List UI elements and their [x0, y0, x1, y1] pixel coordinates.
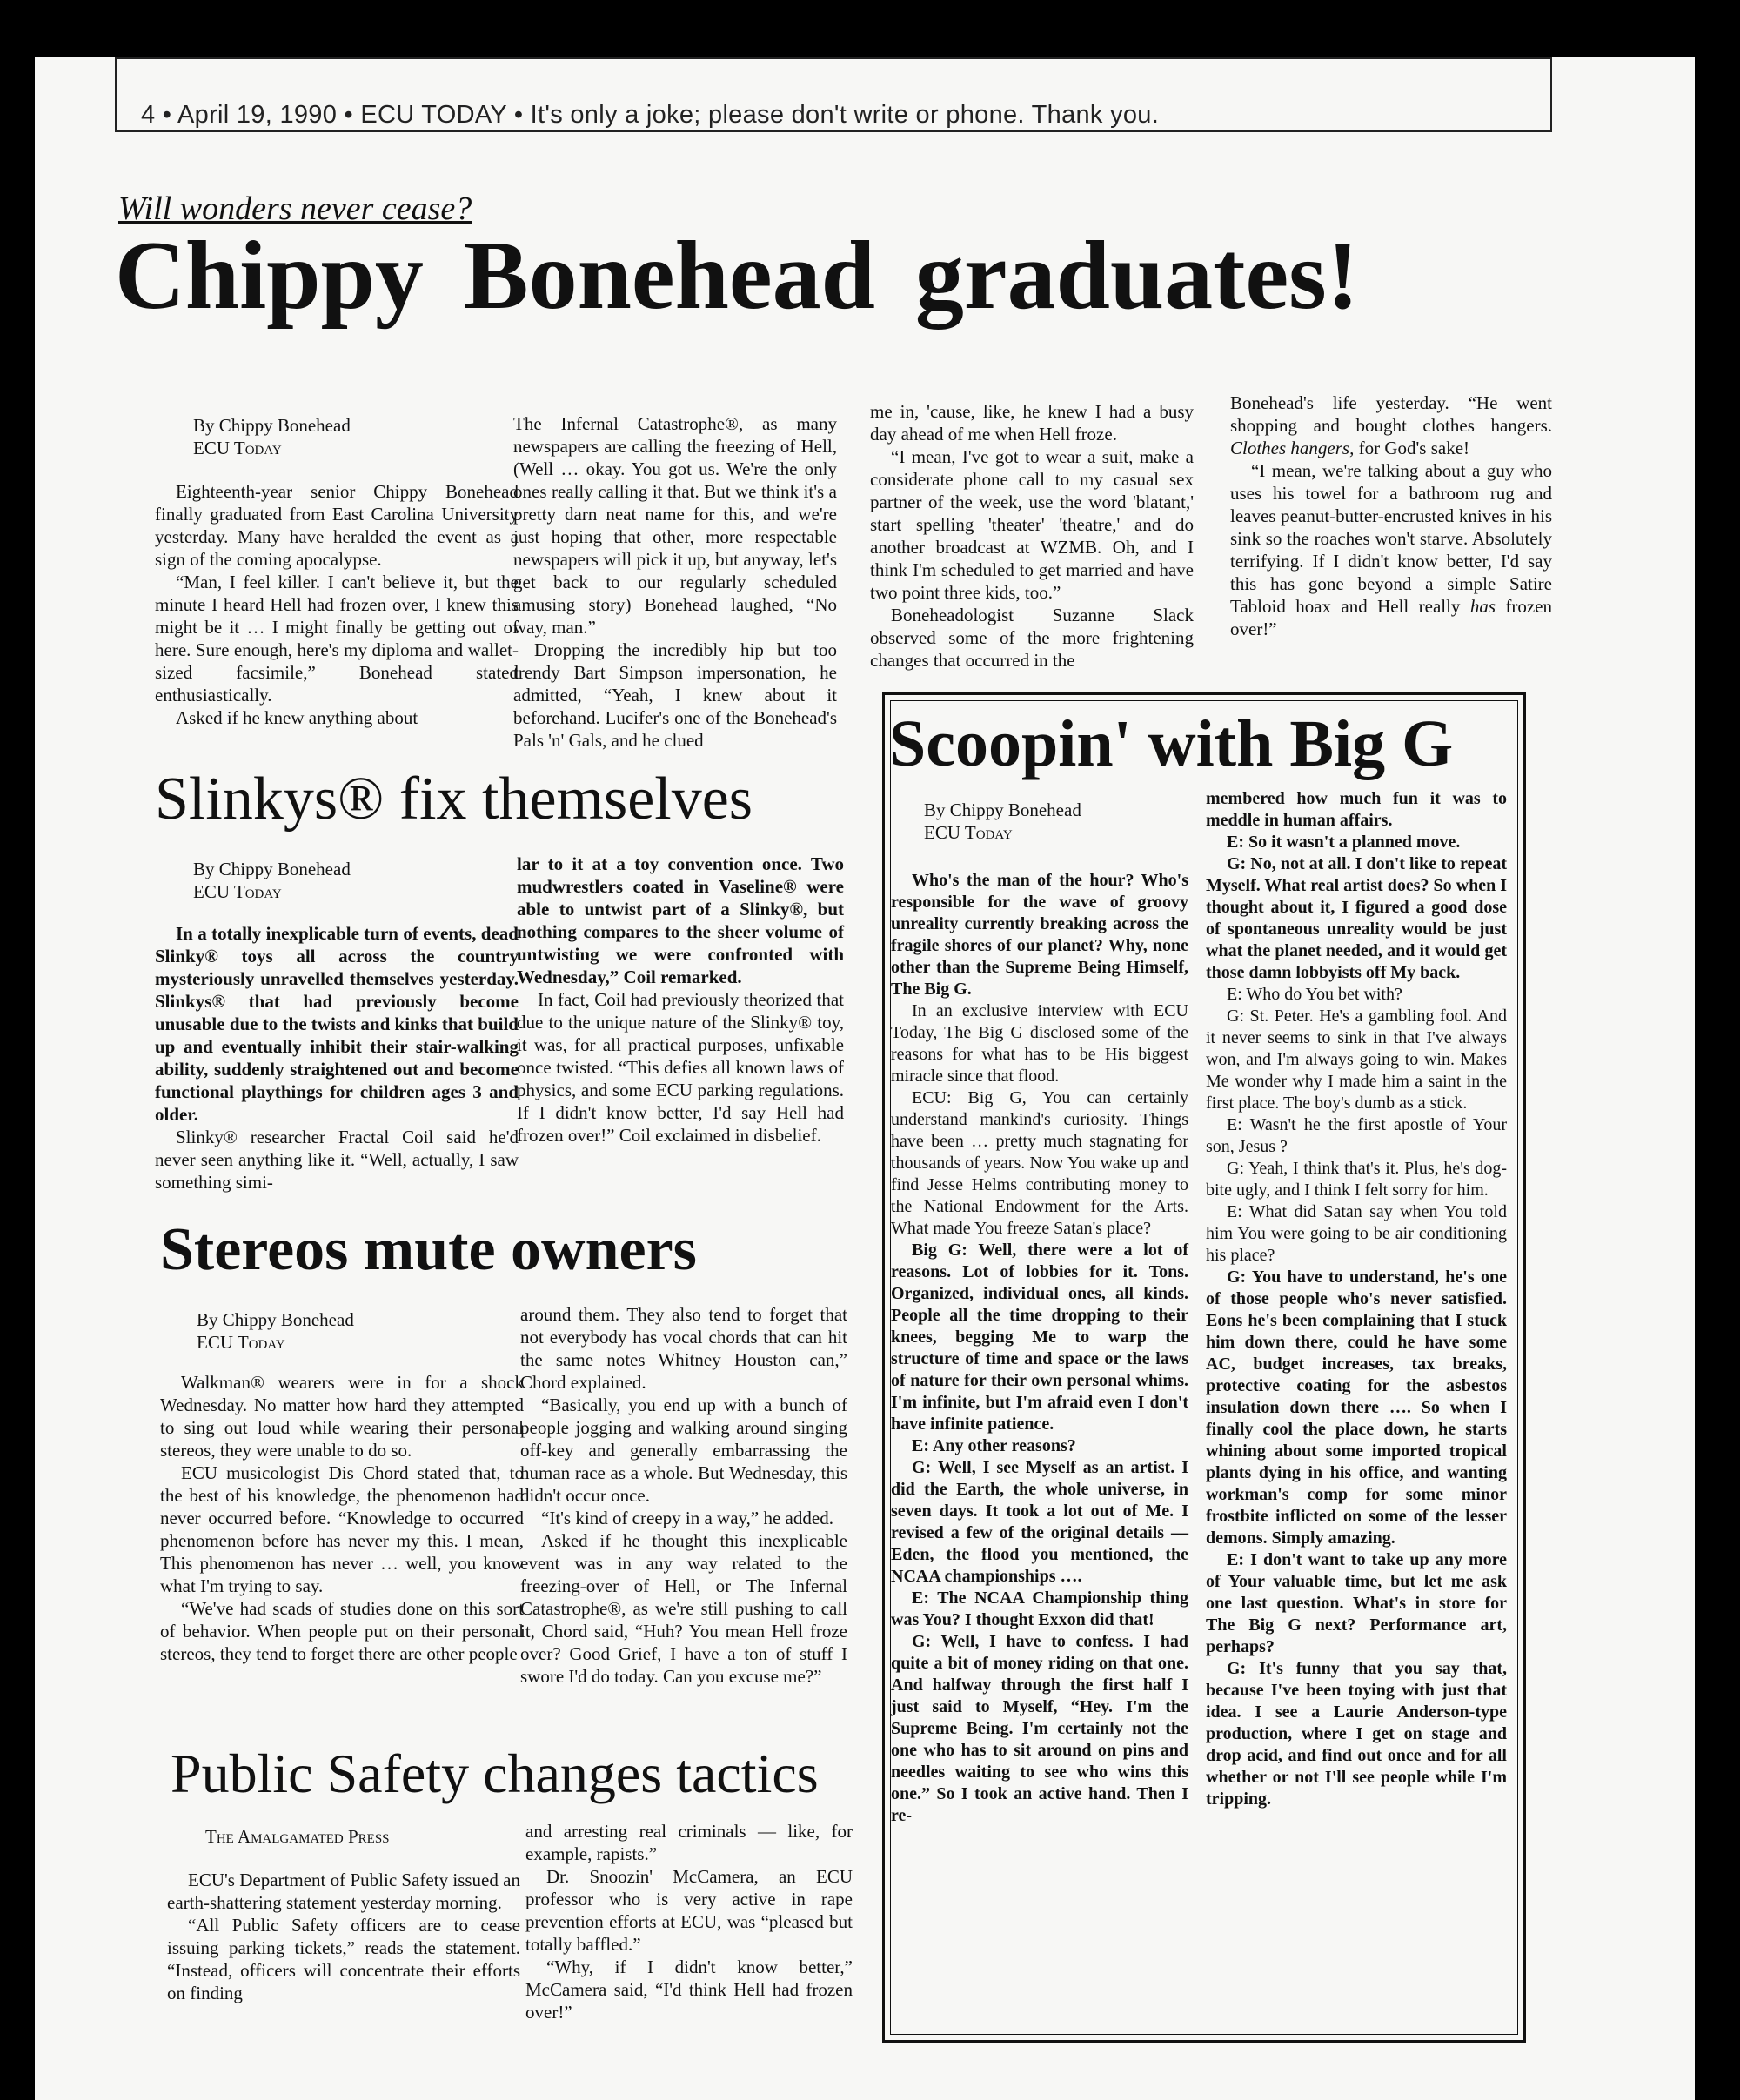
- paragraph: Big G: Well, there were a lot of reasons. Lot of lobbies for it. Tons. Organized, individual ones, all kinds. People all the time dropping to their knees, begging Me to warp the structure of time and space or the laws of nature for their own personal whims. I'm infinite, but I'm afraid even I don't have infinite patience.: [891, 1241, 1188, 1434]
- paragraph: G: You have to understand, he's one of those people who's never satisfied. Eons he's been complaining that I stuck him down there, could he have some AC, budget increases, tax breaks, protective coating for the asbestos insulation down there …. So when I finally cool the place down, he starts whining about some imported tropical plants dying in his office, and wanting workman's comp for some minor frostbite inflicted on some of the lesser demons. Simply amazing.: [1206, 1267, 1507, 1548]
- paragraph: E: So it wasn't a planned move.: [1227, 833, 1461, 852]
- text-run: Bonehead's life yesterday. “He went shopping and bought clothes hangers.: [1230, 392, 1552, 436]
- byline-paper: ECU Today: [197, 1332, 285, 1353]
- paragraph: Asked if he knew anything about: [176, 707, 418, 728]
- paragraph: Eighteenth-year senior Chippy Bonehead finally graduated from East Carolina University yesterday. Many have heralded the event as a sign of the coming apocalypse.: [155, 481, 519, 570]
- paragraph: around them. They also tend to forget that not everybody has vocal chords that can hit the same notes Whitney Houston can,” Chord explained.: [520, 1304, 847, 1393]
- big-g-col1: [891, 870, 1188, 1827]
- italic-run: has: [1469, 596, 1496, 617]
- paragraph: E: Any other reasons?: [912, 1436, 1076, 1455]
- byline-paper: ECU Today: [193, 881, 282, 902]
- byline-big-g: [924, 799, 1081, 844]
- paragraph: “Basically, you end up with a bunch of people jogging and walking around singing off-key and generally embarrassing the human race as a whole. But Wednesday, this didn't occur once.: [520, 1394, 847, 1506]
- byline-name: By Chippy Bonehead: [193, 415, 351, 436]
- stereos-col2: [520, 1303, 847, 1688]
- paragraph: E: What did Satan say when You told him You were going to be air conditioning his place?: [1206, 1202, 1507, 1265]
- italic-run: Clothes hangers,: [1230, 438, 1355, 458]
- paragraph: “Why, if I didn't know better,” McCamera said, “I'd think Hell had frozen over!”: [525, 1956, 853, 2023]
- paragraph: ECU: Big G, You can certainly understand mankind's curiosity. Things have been … pretty much stagnating for thousands of years. Now You wake up and find Jesse Helms contributing money to the National Endowment for the Arts. What made You freeze Satan's place?: [891, 1088, 1188, 1238]
- paragraph: G: No, not at all. I don't like to repeat Myself. What real artist does? So when I thought about it, I figured a good dose of spontaneous unreality would be just what the planet needed, and it would get those damn lobbyists off My back.: [1206, 854, 1507, 982]
- paragraph: and arresting real criminals — like, for example, rapists.”: [525, 1821, 853, 1864]
- paragraph: “We've had scads of studies done on this sort of behavior. When people put on their personal stereos, they tend to forget there are other people: [160, 1598, 524, 1664]
- paragraph: Asked if he thought this inexplicable event was in any way related to the freezing-over of Hell, or The Infernal Catastrophe®, as we're still pushing to call it, Chord said, “Huh? You mean Hell froze over? Good Grief, I have a ton of stuff I swore I'd do today. Can you excuse me?”: [520, 1530, 847, 1687]
- paragraph: G: St. Peter. He's a gambling fool. And it never seems to sink in that I've always won, and I'm always going to win. Makes Me wonder why I made him a saint in the first place. The boy's dumb as a stick.: [1206, 1007, 1507, 1113]
- paragraph: In a totally inexplicable turn of events, dead Slinky® toys all across the country mysteriously unravelled themselves yesterday. Slinkys® that had previously become unusable due to the twists and kinks that build up and eventually inhibit their stair-walking ability, suddenly straightened out and become functional playthings for children ages 3 and older.: [155, 923, 519, 1125]
- graduates-col2: [513, 412, 837, 752]
- paragraph: ECU musicologist Dis Chord stated that, to the best of his knowledge, the phenomenon had never occurred before. “Knowledge to occurred phenomenon before has never my this. I mean, This phenomenon has never … well, you know what I'm trying to say.: [160, 1462, 524, 1596]
- text-run: for God's sake!: [1354, 438, 1470, 458]
- byline-name: By Chippy Bonehead: [197, 1309, 354, 1330]
- paragraph: G: Well, I have to confess. I had quite a bit of money riding on that one. And halfway through the first half I just said to Myself, “Hey. I'm the Supreme Being. I'm certainly not the one who has to sit around on pins and needles waiting to see who wins this one.” So I took an active hand. Then I re-: [891, 1632, 1188, 1825]
- paragraph: membered how much fun it was to meddle in human affairs.: [1206, 789, 1507, 830]
- slinkys-col2: [517, 853, 844, 1147]
- byline-slinkys: [193, 858, 351, 903]
- safety-headline: Public Safety changes tactics: [171, 1742, 819, 1804]
- graduates-col3: [870, 400, 1194, 672]
- paragraph: G: It's funny that you say that, because I've been toying with just that idea. I see a Laurie Anderson-type production, where I get on stage and drop acid, and find out once and for all whether or not I'll see people while I'm tripping.: [1206, 1659, 1507, 1809]
- byline-paper: ECU Today: [193, 438, 282, 458]
- paragraph: E: The NCAA Championship thing was You? I thought Exxon did that!: [891, 1588, 1188, 1629]
- main-headline: Chippy Bonehead graduates!: [115, 222, 1360, 330]
- paragraph: Boneheadologist Suzanne Slack observed some of the more frightening changes that occurred in the: [870, 605, 1194, 671]
- graduates-col1: [155, 480, 519, 729]
- paragraph: Slinky® researcher Fractal Coil said he'd never seen anything like it. “Well, actually, I saw something simi-: [155, 1127, 519, 1193]
- paragraph: E: Who do You bet with?: [1227, 985, 1402, 1004]
- stereos-col1: [160, 1371, 524, 1665]
- folio-bar: [115, 57, 1552, 132]
- paragraph: “Man, I feel killer. I can't believe it, but the minute I heard Hell had frozen over, I knew this might be it … I might finally be getting out of here. Sure enough, here's my diploma and wallet-sized facsimile,” Bonehead stated enthusiastically.: [155, 572, 519, 706]
- stereos-headline: Stereos mute owners: [160, 1216, 697, 1283]
- big-g-headline: Scoopin' with Big G: [889, 707, 1454, 780]
- paragraph: E: I don't want to take up any more of Your valuable time, but let me ask one last question. What's in store for The Big G next? Performance art, perhaps?: [1206, 1550, 1507, 1656]
- text-run: “I mean, we're talking about a guy who uses his towel for a bathroom rug and leaves peanut-butter-encrusted knives in his sink so the roaches won't starve. Absolutely terrifying. If I didn't know better, I'd say this has gone beyond a simple Satire Tabloid hoax and Hell really: [1230, 460, 1552, 617]
- byline-safety: The Amalgamated Press: [205, 1826, 390, 1847]
- byline-paper: ECU Today: [924, 822, 1013, 843]
- paragraph: ECU's Department of Public Safety issued an earth-shattering statement yesterday morning.: [167, 1869, 520, 1913]
- paragraph: In fact, Coil had previously theorized that due to the unique nature of the Slinky® toy, it was, for all practical purposes, unfixable once twisted. “This defies all known laws of physics, and some ECU parking regulations. If I didn't know better, I'd say Hell had frozen over!” Coil exclaimed in disbelief.: [517, 989, 844, 1146]
- safety-col1: [167, 1869, 520, 2004]
- paragraph: The Infernal Catastrophe®, as many newspapers are calling the freezing of Hell, (Well … okay. You got us. We're the only ones really calling it that. But we think it's a pretty darn neat name for this, and we're just hoping that other, more respectable newspapers will pick it up, but anyway, let's get back to our regularly scheduled amusing story) Bonehead laughed, “No way, man.”: [513, 413, 837, 638]
- big-g-col2: [1206, 788, 1507, 1810]
- slinkys-col1: [155, 922, 519, 1194]
- paragraph: E: Wasn't he the first apostle of Your son, Jesus ?: [1206, 1115, 1507, 1156]
- paragraph: Dr. Snoozin' McCamera, an ECU professor who is very active in rape prevention efforts at ECU, was “pleased but totally baffled.”: [525, 1866, 853, 1955]
- paragraph: “All Public Safety officers are to cease issuing parking tickets,” reads the statement. “Instead, officers will concentrate their efforts on finding: [167, 1915, 520, 2003]
- paragraph: G: Well, I see Myself as an artist. I did the Earth, the whole universe, in seven days. It took a lot out of Me. I revised a few of the original details — Eden, the flood you mentioned, the NCAA championships ….: [891, 1458, 1188, 1586]
- paragraph: “I mean, I've got to wear a suit, make a considerate phone call to my casual sex partner of the week, use the word 'blatant,' start spelling 'theater' 'theatre,' and do another broadcast at WZMB. Oh, and I think I'm scheduled to get married and have two point three kids, too.”: [870, 446, 1194, 603]
- kicker: Will wonders never cease?: [118, 191, 472, 227]
- folio-text: 4 • April 19, 1990 • ECU TODAY • It's only a joke; please don't write or phone. Thank you.: [141, 101, 1160, 129]
- paragraph: Walkman® wearers were in for a shock Wednesday. No matter how hard they attempted to sing out loud while wearing their personal stereos, they were unable to do so.: [160, 1372, 524, 1461]
- paragraph: [1230, 391, 1552, 459]
- paragraph: “It's kind of creepy in a way,” he added.: [541, 1508, 833, 1528]
- byline-stereos: [197, 1308, 354, 1354]
- paragraph: [1230, 459, 1552, 640]
- byline-name: By Chippy Bonehead: [193, 859, 351, 879]
- paragraph: Who's the man of the hour? Who's responsible for the wave of groovy unreality currently breaking across the fragile shores of our planet? Why, none other than the Supreme Being Himself, The Big G.: [891, 871, 1188, 999]
- paragraph: In an exclusive interview with ECU Today, The Big G disclosed some of the reasons for what has to be His biggest miracle since that flood.: [891, 1001, 1188, 1086]
- byline-name: By Chippy Bonehead: [924, 799, 1081, 820]
- paragraph: lar to it at a toy convention once. Two mudwrestlers coated in Vaseline® were able to untwist part of a Slinky®, but nothing compares to the sheer volume of untwisting we were confronted with Wednesday,” Coil remarked.: [517, 853, 844, 987]
- graduates-col4: [1230, 391, 1552, 640]
- paragraph: G: Yeah, I think that's it. Plus, he's dog-bite ugly, and I think I felt sorry for him.: [1206, 1159, 1507, 1200]
- slinkys-headline: Slinkys® fix themselves: [155, 766, 753, 833]
- paragraph: me in, 'cause, like, he knew I had a busy day ahead of me when Hell froze.: [870, 401, 1194, 445]
- safety-col2: [525, 1820, 853, 2023]
- paragraph: Dropping the incredibly hip but too trendy Bart Simpson impersonation, he admitted, “Yeah, I knew about it beforehand. Lucifer's one of the Bonehead's Pals 'n' Gals, and he clued: [513, 639, 837, 751]
- text-run: frozen over!”: [1230, 596, 1552, 639]
- byline-graduates: [193, 414, 351, 459]
